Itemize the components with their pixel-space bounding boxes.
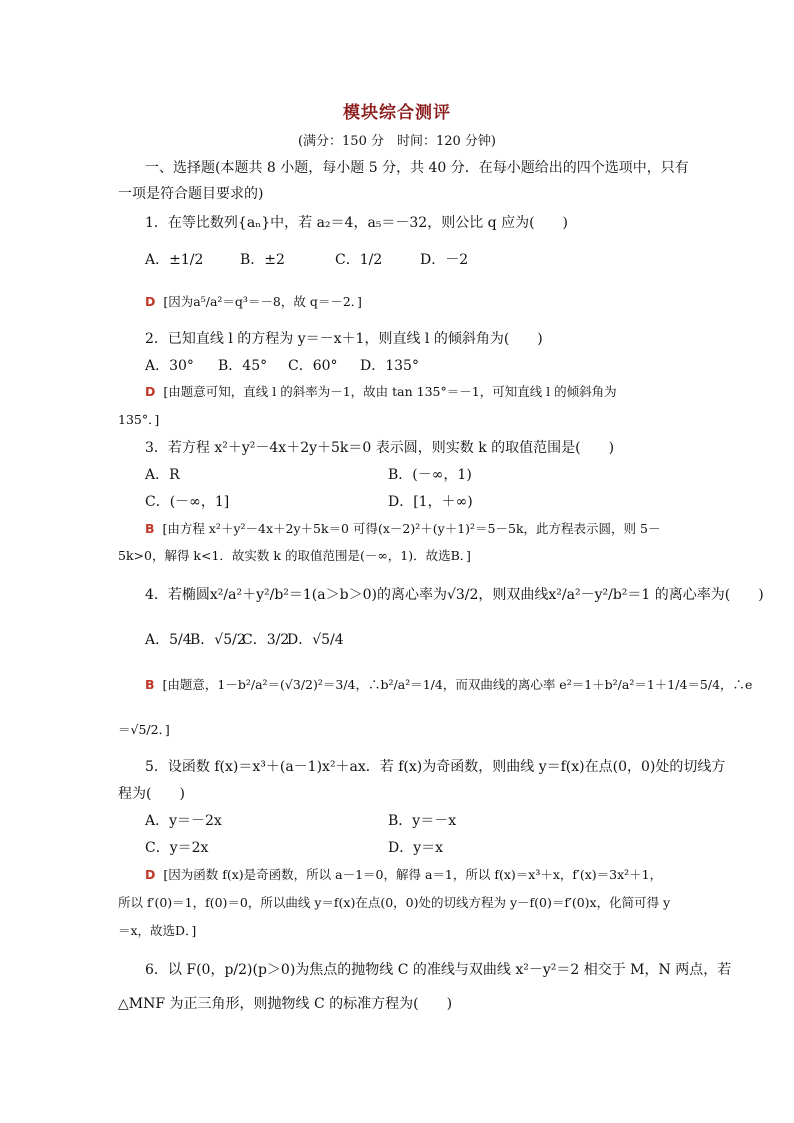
question-4-option-d: D．√5/4 [287, 632, 344, 648]
question-6-stem: 6．以 F(0，p/2)(p＞0)为焦点的抛物线 C 的准线与双曲线 x²－y²＝2 相交于 M，N 两点，若 [145, 962, 732, 978]
section-heading-line-1: 一、选择题(本题共 8 小题，每小题 5 分，共 40 分．在每小题给出的四个选项中，只有 [145, 160, 689, 176]
question-3-answer [145, 519, 660, 539]
question-3-explanation-cont: 5k>0，解得 k<1．故实数 k 的取值范围是(－∞，1)．故选B．] [118, 548, 471, 563]
question-5-explanation-cont-1: 所以 f′(0)＝1，f(0)＝0，所以曲线 y＝f(x)在点(0，0)处的切线方程为 y－f(0)＝f′(0)x，化简可得 y [118, 895, 671, 910]
section-heading-line-2: 一项是符合题目要求的) [118, 186, 264, 202]
question-3-option-d: D．[1，＋∞) [388, 494, 473, 510]
question-2-explanation-cont: 135°．] [118, 412, 160, 427]
question-2-option-c: C．60° [288, 358, 338, 374]
question-5-explanation: [因为函数 f(x)是奇函数，所以 a－1＝0，解得 a＝1，所以 f(x)＝x³＋x，f′(x)＝3x²＋1， [163, 867, 663, 882]
question-1-stem: 1．在等比数列{aₙ}中，若 a₂＝4，a₅＝－32，则公比 q 应为( ) [145, 215, 568, 231]
question-4-answer [145, 675, 752, 695]
question-5-stem-cont: 程为( ) [118, 786, 185, 802]
question-2-key: D [145, 384, 156, 399]
question-1-answer [145, 292, 362, 312]
question-4-key: B [145, 677, 155, 692]
question-5-explanation-cont-2: ＝x，故选D．] [118, 923, 197, 938]
question-1-key: D [145, 294, 156, 309]
question-5-key: D [145, 867, 156, 882]
question-3-explanation: [由方程 x²＋y²－4x＋2y＋5k＝0 可得(x－2)²＋(y＋1)²＝5－5k，此方程表示圆，则 5－ [162, 521, 661, 536]
page-subtitle: (满分：150 分 时间：120 分钟) [297, 134, 497, 149]
question-2-option-d: D．135° [360, 358, 419, 374]
question-2-option-b: B．45° [218, 358, 268, 374]
question-2-answer [145, 382, 617, 402]
question-4-stem: 4．若椭圆x²/a²＋y²/b²＝1(a＞b＞0)的离心率为√3/2，则双曲线x²/a²－y²/b²＝1 的离心率为( ) [145, 587, 764, 603]
question-5-stem: 5．设函数 f(x)＝x³＋(a－1)x²＋ax．若 f(x)为奇函数，则曲线 y＝f(x)在点(0，0)处的切线方 [145, 759, 726, 775]
question-5-option-d: D．y＝x [388, 840, 444, 856]
question-4-option-a: A．5/4 [145, 632, 192, 648]
question-5-option-b: B．y＝－x [388, 813, 457, 829]
question-3-option-a: A．R [145, 467, 180, 483]
question-4-explanation: [由题意，1－b²/a²＝(√3/2)²＝3/4，∴b²/a²＝1/4，而双曲线的离心率 e²＝1＋b²/a²＝1＋1/4＝5/4，∴e [162, 677, 753, 692]
question-1-option-c: C．1/2 [335, 252, 383, 268]
question-5-answer [145, 865, 662, 885]
question-4-explanation-cont: ＝√5/2．] [118, 722, 170, 737]
question-5-option-a: A．y＝－2x [145, 813, 222, 829]
question-2-stem: 2．已知直线 l 的方程为 y＝－x＋1，则直线 l 的倾斜角为( ) [145, 331, 543, 347]
question-4-option-c: C．3/2 [242, 632, 290, 648]
page-title: 模块综合测评 [343, 103, 451, 123]
question-1-explanation: [因为a⁵/a²＝q³＝－8，故 q＝－2．] [163, 294, 362, 309]
question-3-option-b: B．(－∞，1) [388, 467, 472, 483]
question-3-stem: 3．若方程 x²＋y²－4x＋2y＋5k＝0 表示圆，则实数 k 的取值范围是( ) [145, 440, 615, 456]
question-3-option-c: C．(－∞，1] [145, 494, 230, 510]
question-1-option-a: A．±1/2 [145, 252, 204, 268]
question-4-option-b: B．√5/2 [190, 632, 246, 648]
question-5-option-c: C．y＝2x [145, 840, 209, 856]
question-6-stem-cont: △MNF 为正三角形，则抛物线 C 的标准方程为( ) [118, 996, 453, 1012]
question-3-key: B [145, 521, 155, 536]
question-1-option-d: D．－2 [420, 252, 469, 268]
question-1-option-b: B．±2 [240, 252, 285, 268]
question-2-explanation: [由题意可知，直线 l 的斜率为－1，故由 tan 135°＝－1，可知直线 l 的倾斜角为 [163, 384, 617, 399]
question-2-option-a: A．30° [145, 358, 194, 374]
